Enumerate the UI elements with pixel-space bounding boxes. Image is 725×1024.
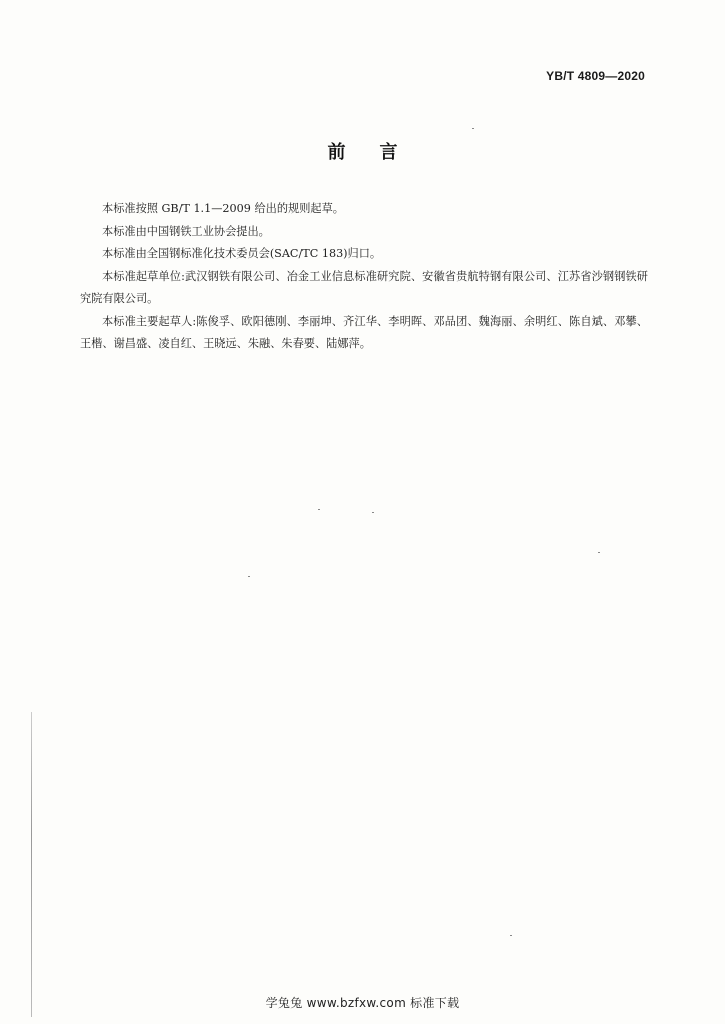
standard-code: YB/T 4809—2020 — [546, 69, 645, 83]
paragraph-proposer: 本标准由中国钢铁工业协会提出。 — [102, 224, 270, 238]
footer-watermark: 学兔兔 www.bzfxw.com 标准下载 — [265, 996, 460, 1010]
scan-speck — [472, 128, 474, 129]
page-title: 前言 — [327, 142, 432, 163]
scan-speck — [372, 512, 374, 513]
scan-edge-line — [31, 712, 32, 1017]
scan-speck — [318, 509, 320, 510]
scan-speck — [510, 935, 512, 936]
paragraph-administrator: 本标准由全国钢标准化技术委员会(SAC/TC 183)归口。 — [102, 247, 382, 260]
paragraph-drafters: 本标准主要起草人:陈俊孚、欧阳德刚、李丽坤、齐江华、李明晖、邓品团、魏海丽、余明红、陈自斌、邓攀、王楷、谢昌盛、凌自红、王晓远、朱融、朱春要、陆娜萍。 — [80, 314, 648, 350]
scan-speck — [248, 576, 250, 577]
paragraph-drafting-units: 本标准起草单位:武汉钢铁有限公司、冶金工业信息标准研究院、安徽省贵航特钢有限公司、江苏省沙钢钢铁研究院有限公司。 — [80, 269, 648, 305]
scan-speck — [598, 552, 600, 553]
paragraph-drafting-rules: 本标准按照 GB/T 1.1—2009 给出的规则起草。 — [102, 202, 344, 215]
foreword-body — [80, 198, 648, 356]
